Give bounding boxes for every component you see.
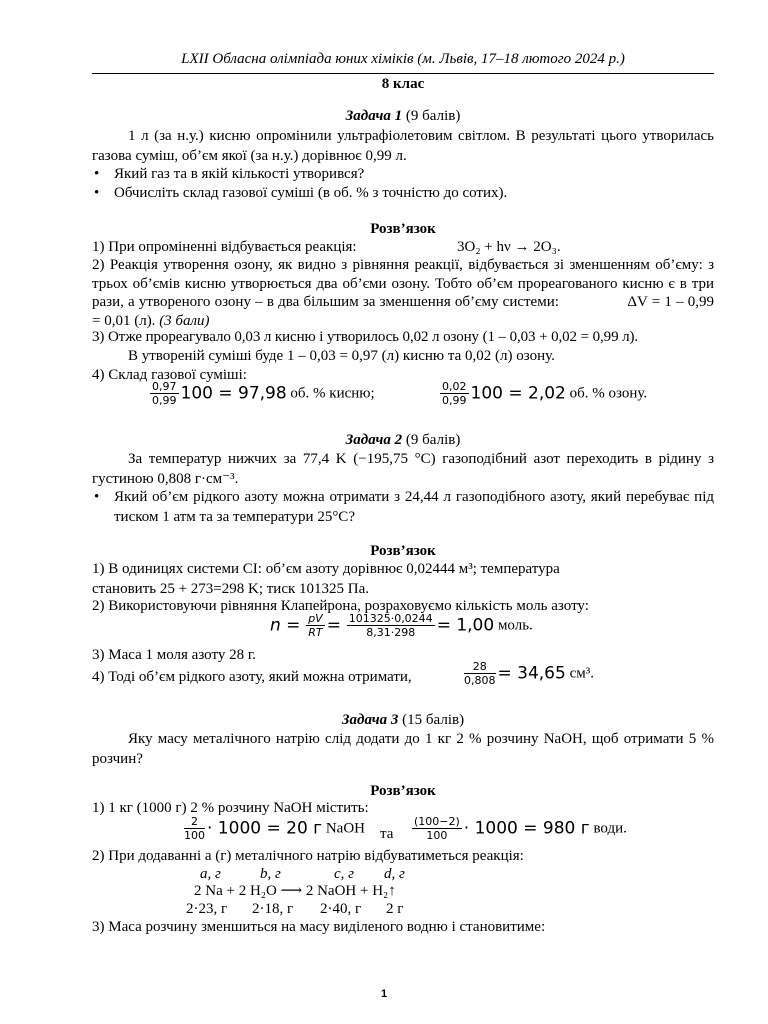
task2-step1: 1) В одиницях системи СІ: об’єм азоту дорівнює 0,02444 м³; температура становить 25 + 273=298 K; тиск 101325 Па. (92, 561, 560, 597)
bullet-icon: • (94, 489, 100, 505)
task1-step1: 1) При опроміненні відбувається реакція: 3O₂ + hν → 2O₃. (92, 239, 561, 255)
task1-heading (92, 106, 714, 126)
water-mass-formula: $\frac{(100-2)}{100}$ · 1000 = 980 г води. (414, 815, 627, 842)
task3-points: (15 балів) (402, 712, 465, 728)
task1-composition-formulas (92, 380, 714, 416)
reaction-equation: 2 Na + 2 H₂O ⟶ 2 NaOH + H₂↑ (194, 883, 396, 899)
task3-solution-title: Розв’язок (370, 783, 436, 799)
task3-title: Задача 3 (341, 712, 399, 728)
task2-points: (9 балів) (405, 432, 461, 448)
clapeyron-equation: n = $\frac{pV}{RT}$ = $\frac{101325\cdot 0,0244}{8,31\cdot 298}$ = 1,00 моль. (270, 612, 533, 639)
grade-title: 8 клас (381, 76, 425, 92)
task3-heading (92, 710, 714, 730)
task1-question-1: • Який газ та в якій кількості утворився? (94, 166, 365, 182)
sodium-water-reaction: а, г b, г с, г d, г 2 Na + 2 H₂O ⟶ 2 NaOH + H₂↑ 2·23, г 2·18, г 2·40, г 2 г (186, 866, 405, 917)
task3-statement: Яку масу металічного натрію слід додати до 1 кг 2 % розчину NaOH, щоб отримати 5 % розчин? (92, 731, 714, 767)
task2-step2: 2) Використовуючи рівняння Клапейрона, розраховуємо кількість моль азоту: (92, 598, 589, 614)
task1-question-2: • Обчисліть склад газової суміші (в об. % з точністю до сотих). (94, 185, 508, 201)
task3-step1: 1) 1 кг (1000 г) 2 % розчину NaOH містить: (92, 800, 369, 816)
bullet-icon: • (94, 166, 100, 182)
task1-step2-points: (3 бали) (159, 312, 210, 329)
olympiad-header: LXII Обласна олімпіада юних хіміків (м. Львів, 17–18 лютого 2024 р.) (181, 51, 625, 67)
task1-points: (9 балів) (405, 108, 461, 124)
bullet-icon: • (94, 185, 100, 201)
task2-title: Задача 2 (345, 432, 403, 448)
task2-step3: 3) Маса 1 моля азоту 28 г. (92, 647, 257, 663)
task1-step2: 2) Реакція утворення озону, як видно з рівняння реакції, відбувається зі зменшенням об’єму: з трьох об’ємів кисню утворюється два об’єми озону. Тобто об’єм прореагованого кисню є в три рази, а утвореного озону – в два більшим за зменшення об’єму системи: ΔV = 1 – 0,99 = 0,01 (л). (3 бали) (92, 257, 715, 329)
task1-step3b: В утвореній суміші буде 1 – 0,03 = 0,97 (л) кисню та 0,02 (л) озону. (128, 348, 555, 364)
volume-change-equation: ΔV = 1 – 0,99 = 0,01 (л). (92, 294, 715, 329)
task3-step2: 2) При додаванні а (г) металічного натрію відбуватиметься реакція: (92, 848, 524, 864)
task1-solution-title: Розв’язок (370, 221, 436, 237)
task2-statement: За температур нижчих за 77,4 K (−195,75 °С) газоподібний азот переходить в рідину з густиною 0,808 г·см⁻³. (92, 451, 714, 487)
task1-step3: 3) Отже прореагувало 0,03 л кисню і утворилось 0,02 л озону (1 – 0,03 + 0,02 = 0,99 л). (92, 329, 639, 345)
oxygen-percent-formula: $\frac{0,97}{0,99}$ 100 = 97,98 об. % кисню; (152, 380, 375, 407)
task3-step3: 3) Маса розчину зменшиться на масу виділеного водню і становитиме: (92, 919, 546, 935)
task1-step4: 4) Склад газової суміші: (92, 367, 247, 383)
ozone-reaction-equation: 3O₂ + hν → 2O₃. (457, 239, 561, 255)
task2-heading (92, 430, 714, 450)
task1-title: Задача 1 (345, 108, 403, 124)
naoh-mass-formula: $\frac{2}{100}$ · 1000 = 20 г NaOH (184, 815, 365, 842)
task1-statement: 1 л (за н.у.) кисню опромінили ультрафіолетовим світлом. В результаті цього утворилась газова суміш, об’єм якої (за н.у.) дорівнює 0,99 л. (92, 128, 714, 164)
ozone-percent-formula: $\frac{0,02}{0,99}$ 100 = 2,02 об. % озону. (442, 380, 648, 407)
task2-question: • Який об’єм рідкого азоту можна отримати з 24,44 л газоподібного азоту, який перебуває під тиском 1 атм та за температури 25°С? (94, 489, 714, 525)
liquid-volume-formula: $\frac{28}{0,808}$ = 34,65 см³. (464, 660, 594, 687)
task2-solution-title: Розв’язок (370, 543, 436, 559)
task2-step4: 4) Тоді об’єм рідкого азоту, який можна отримати, $\frac{28}{0,808}$ = 34,65 см³. (92, 660, 594, 687)
task3-mass-formulas: $\frac{2}{100}$ · 1000 = 20 г NaOH та $\frac{(100-2)}{100}$ · 1000 = 980 г води. (184, 815, 627, 842)
page-number: 1 (380, 988, 388, 1000)
